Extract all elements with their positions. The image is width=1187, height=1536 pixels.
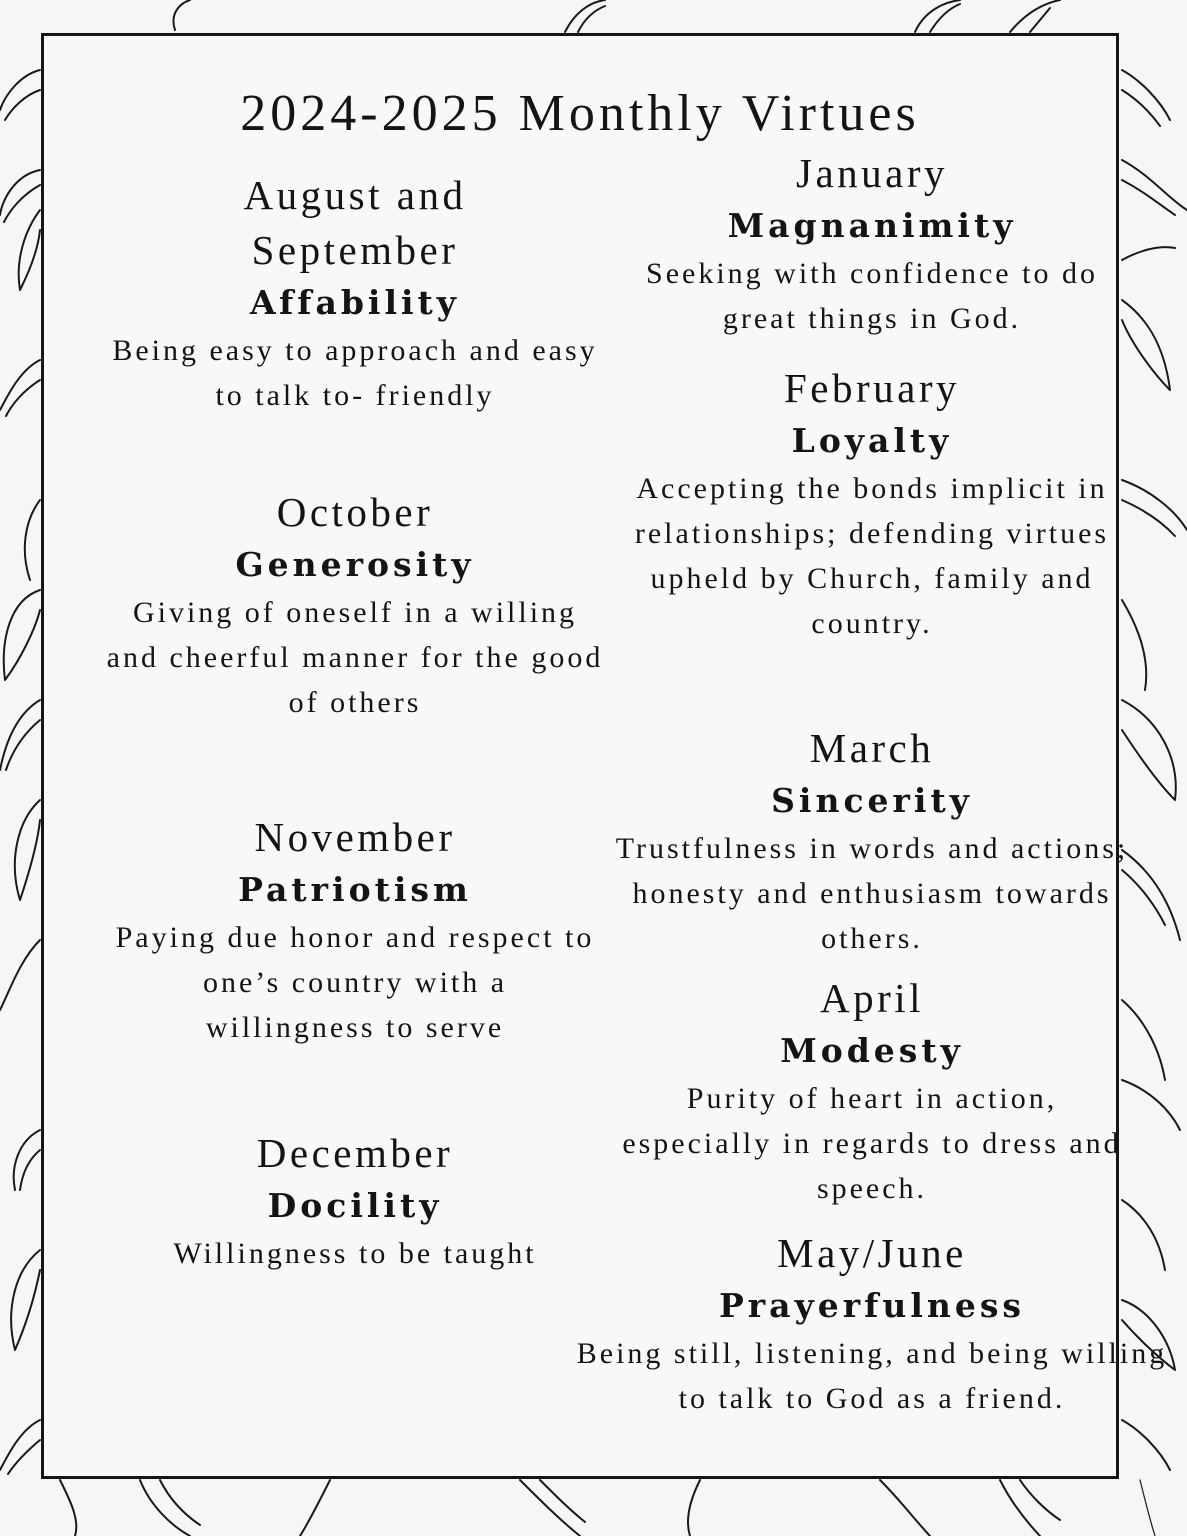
virtue-entry — [572, 721, 1172, 961]
virtue-name: Loyalty — [791, 421, 953, 460]
virtue-description: Purity of heart in action, especially in regards to dress and speech. — [622, 1082, 1122, 1205]
virtue-name: Docility — [267, 1186, 443, 1225]
leaf-illustration — [25, 500, 40, 580]
leaf-illustration — [1010, 0, 1060, 32]
month-label: February — [783, 365, 960, 411]
virtue-name: Patriotism — [238, 870, 472, 909]
virtue-name: Prayerfulness — [718, 1286, 1025, 1325]
page-title: 2024-2025 Monthly Virtues — [240, 85, 920, 142]
month-label: October — [276, 489, 434, 535]
leaf-illustration — [173, 0, 190, 30]
leaf-illustration — [15, 800, 40, 900]
leaf-illustration — [1122, 70, 1170, 126]
leaf-illustration — [1000, 1480, 1060, 1536]
leaf-illustration — [300, 1480, 330, 1536]
virtue-entry — [100, 1126, 610, 1276]
virtue-description: Giving of oneself in a willing and cheerful manner for the good of others — [106, 596, 604, 719]
month-label: December — [256, 1130, 454, 1176]
virtue-description: Trustfulness in words and actions; honesty and enthusiasm towards others. — [615, 832, 1129, 955]
leaf-illustration — [880, 1480, 930, 1536]
leaf-illustration — [520, 1480, 585, 1536]
stem-illustration — [1140, 1480, 1155, 1536]
month-label: November — [254, 814, 456, 860]
leaf-illustration — [19, 210, 40, 290]
leaf-illustration — [1122, 1420, 1170, 1470]
month-label: March — [809, 725, 935, 771]
virtues-sheet — [41, 33, 1168, 1479]
leaf-illustration — [0, 940, 40, 1010]
virtue-description: Being easy to approach and easy to talk to- friendly — [112, 334, 598, 412]
leaf-illustration — [14, 1130, 40, 1190]
virtue-name: Modesty — [780, 1031, 964, 1070]
virtue-description: Willingness to be taught — [173, 1237, 537, 1270]
month-label: January — [795, 150, 948, 196]
virtue-description: Paying due honor and respect to one’s country with a willingness to serve — [115, 921, 595, 1044]
leaf-illustration — [0, 1420, 40, 1474]
leaf-illustration — [140, 1480, 200, 1536]
virtue-entry — [572, 971, 1172, 1211]
virtue-name: Affability — [250, 283, 460, 322]
leaf-illustration — [915, 0, 960, 32]
virtue-name: Magnanimity — [727, 206, 1017, 245]
virtue-entry — [100, 168, 610, 418]
virtue-name: Sincerity — [771, 781, 973, 820]
month-label: April — [819, 975, 925, 1021]
virtue-description: Seeking with confidence to do great things in God. — [646, 257, 1098, 335]
leaf-illustration — [0, 360, 40, 416]
leaf-illustration — [0, 170, 40, 222]
virtue-entry — [572, 146, 1172, 341]
leaf-illustration — [688, 1480, 700, 1536]
leaf-illustration — [60, 1480, 76, 1536]
month-label: May/June — [777, 1230, 967, 1276]
virtue-description: Accepting the bonds implicit in relationships; defending virtues upheld by Church, family and country. — [634, 472, 1110, 640]
virtue-entry — [572, 361, 1172, 646]
virtue-name: Generosity — [235, 545, 475, 584]
leaf-illustration — [0, 70, 40, 120]
virtue-entry — [100, 810, 610, 1050]
leaf-illustration — [0, 700, 40, 770]
month-label: August and September — [243, 172, 467, 273]
leaf-illustration — [565, 0, 605, 32]
virtue-entry — [572, 1226, 1172, 1421]
virtue-description: Being still, listening, and being willing to talk to God as a friend. — [576, 1337, 1168, 1415]
leaf-illustration — [4, 590, 40, 680]
leaf-illustration — [11, 1250, 40, 1350]
virtue-entry — [100, 485, 610, 725]
